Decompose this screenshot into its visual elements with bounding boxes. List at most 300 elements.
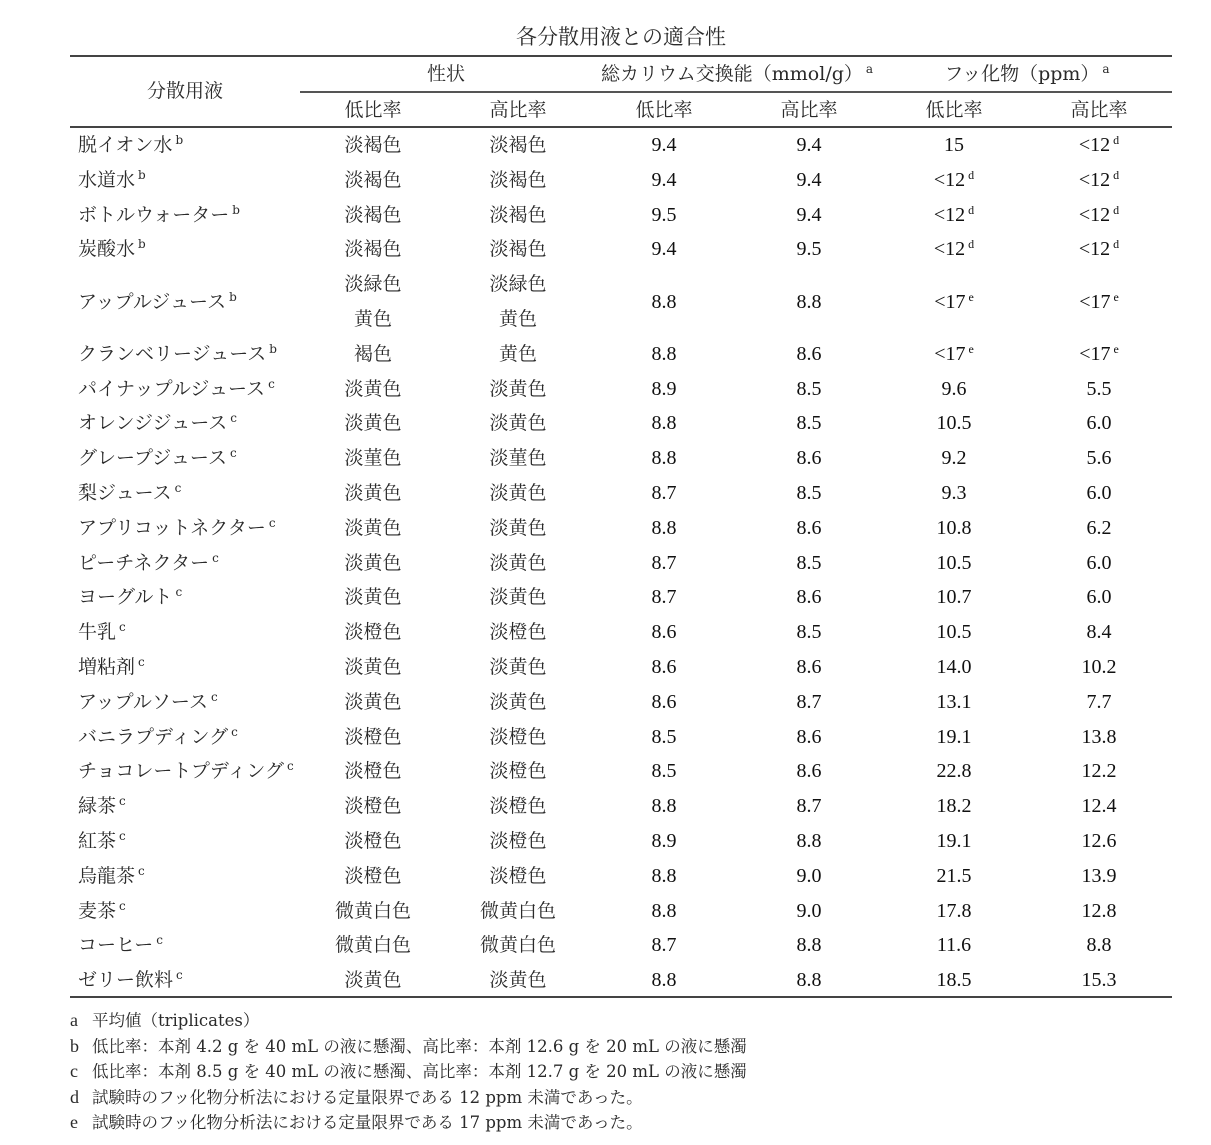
row-name: チョコレートプディング [78, 760, 284, 783]
property-line: 淡褐色 [489, 203, 547, 226]
row-name-cell [78, 650, 145, 685]
fluoride-low-cell [894, 580, 1014, 615]
property-low-cell [313, 963, 433, 998]
row-name-cell [78, 232, 146, 267]
footnote-ref: d [1113, 202, 1120, 217]
row-name-cell [78, 337, 277, 372]
table-row [70, 441, 1172, 476]
property-low-cell [313, 441, 433, 476]
property-high-cell [458, 894, 578, 929]
fluoride-high-value: 6.0 [1086, 551, 1112, 574]
footnote-ref: e [968, 289, 974, 304]
fluoride-low-value: 15 [944, 134, 964, 156]
potassium-high-cell [749, 198, 869, 233]
property-low-cell [313, 615, 433, 650]
fluoride-high-cell [1039, 267, 1159, 337]
potassium-low-cell [604, 163, 724, 198]
row-name-cell [78, 720, 238, 755]
potassium-high-cell [749, 789, 869, 824]
property-low-cell [313, 546, 433, 581]
row-name: アップルジュース [78, 290, 227, 313]
footnote-key: b [70, 1035, 79, 1056]
row-name-cell [78, 963, 183, 998]
fluoride-high-cell [1039, 128, 1159, 163]
property-line: 淡黄色 [489, 481, 547, 504]
footnote [70, 1059, 1170, 1085]
property-line: 淡黄色 [489, 655, 547, 678]
potassium-low-value: 8.8 [651, 969, 677, 992]
potassium-low-cell [604, 232, 724, 267]
property-line: 淡黄色 [489, 516, 547, 539]
potassium-low-cell [604, 128, 724, 163]
fluoride-low-cell [894, 441, 1014, 476]
property-high-cell [458, 963, 578, 998]
property-line: 淡橙色 [344, 795, 402, 818]
potassium-high-value: 8.5 [796, 481, 822, 504]
potassium-high-value: 8.6 [796, 760, 822, 783]
footnote [70, 1085, 1170, 1111]
fluoride-high-value: <17 [1079, 342, 1111, 365]
fluoride-low-cell [894, 337, 1014, 372]
row-name-cell [78, 163, 146, 198]
property-high-cell [458, 824, 578, 859]
footnote-ref: e [1113, 341, 1119, 356]
fluoride-low-cell [894, 928, 1014, 963]
property-high-cell [458, 650, 578, 685]
footnote-ref: c [119, 898, 126, 913]
row-name: パイナップルジュース [78, 377, 266, 400]
potassium-high-cell [749, 406, 869, 441]
row-name: 烏龍茶 [78, 864, 136, 887]
fluoride-high-value: 6.0 [1086, 586, 1112, 609]
potassium-high-value: 9.4 [796, 168, 822, 191]
footnote-ref: b [175, 133, 184, 147]
potassium-low-cell [604, 789, 724, 824]
row-name: 脱イオン水 [78, 134, 173, 156]
fluoride-high-cell [1039, 546, 1159, 581]
property-high-cell [458, 789, 578, 824]
table-row [70, 859, 1172, 894]
row-name: ヨーグルト [78, 586, 173, 609]
property-line: 淡橙色 [344, 829, 402, 852]
property-line: 淡橙色 [489, 725, 547, 748]
property-line: 淡橙色 [489, 760, 547, 783]
subheader-rule [300, 91, 1172, 93]
fluoride-low-value: <17 [934, 342, 966, 365]
potassium-low-cell [604, 406, 724, 441]
fluoride-low-cell [894, 198, 1014, 233]
footnote-ref: c [175, 585, 183, 600]
row-name-cell [78, 406, 237, 441]
row-name-cell [78, 128, 183, 163]
top-rule [70, 55, 1172, 57]
footnotes [70, 1008, 1170, 1136]
potassium-high-cell [749, 372, 869, 407]
potassium-high-value: 9.4 [796, 203, 822, 226]
property-line: 淡菫色 [344, 447, 402, 470]
property-high-cell [458, 511, 578, 546]
table-row [70, 615, 1172, 650]
fluoride-high-cell [1039, 894, 1159, 929]
footnote-ref: d [968, 167, 975, 182]
potassium-high-value: 8.6 [796, 586, 822, 609]
fluoride-high-cell [1039, 580, 1159, 615]
fluoride-low-value: <12 [933, 168, 966, 191]
fluoride-high-cell [1039, 406, 1159, 441]
potassium-high-value: 8.5 [796, 412, 822, 435]
property-line: 淡緑色 [344, 273, 402, 296]
potassium-low-cell [604, 650, 724, 685]
fluoride-high-cell [1039, 615, 1159, 650]
potassium-high-value: 8.5 [796, 551, 822, 574]
property-low-cell [313, 163, 433, 198]
potassium-low-cell [604, 615, 724, 650]
row-name-cell [78, 546, 219, 581]
fluoride-low-cell [894, 232, 1014, 267]
potassium-low-cell [604, 824, 724, 859]
row-name: 緑茶 [78, 795, 117, 818]
potassium-low-cell [604, 754, 724, 789]
fluoride-low-cell [894, 546, 1014, 581]
fluoride-low-cell [894, 859, 1014, 894]
fluoride-low-value: 10.5 [936, 412, 972, 435]
property-line: 淡黄色 [344, 551, 402, 574]
property-high-cell [458, 859, 578, 894]
potassium-high-cell [749, 859, 869, 894]
property-line: 淡橙色 [344, 725, 402, 748]
property-line: 淡褐色 [344, 238, 402, 261]
footnote-ref: c [231, 724, 238, 739]
property-high-cell [458, 406, 578, 441]
row-name: 増粘剤 [78, 655, 136, 678]
property-high-cell [458, 754, 578, 789]
property-line: 微黄白色 [334, 934, 411, 957]
footnote-ref: d [1113, 167, 1120, 182]
footnote-ref: c [268, 376, 275, 391]
fluoride-low-value: 19.1 [936, 829, 972, 852]
fluoride-low-value: 9.6 [941, 377, 967, 400]
property-low-cell [313, 580, 433, 615]
footnote-ref: c [138, 863, 145, 878]
potassium-high-value: 9.0 [796, 864, 822, 887]
property-line: 淡橙色 [344, 760, 402, 783]
potassium-low-value: 9.4 [651, 238, 677, 261]
property-low-cell [313, 372, 433, 407]
footnote-ref: b [269, 341, 277, 356]
row-name-cell [78, 511, 276, 546]
property-line: 淡黄色 [489, 690, 547, 713]
potassium-high-value: 8.7 [796, 690, 822, 713]
table-row [70, 406, 1172, 441]
footnote-ref: c [212, 550, 219, 565]
potassium-high-value: 8.6 [796, 516, 822, 539]
footnote-ref: d [1113, 237, 1120, 252]
property-line: 淡菫色 [489, 447, 547, 470]
fluoride-high-cell [1039, 337, 1159, 372]
property-high-cell [458, 580, 578, 615]
potassium-low-value: 8.7 [651, 481, 677, 504]
fluoride-low-value: 21.5 [936, 864, 972, 887]
row-name-cell [78, 580, 182, 615]
potassium-low-cell [604, 546, 724, 581]
footnote-key: a [70, 1010, 78, 1030]
fluoride-high-value: 12.2 [1081, 760, 1117, 783]
table-row [70, 789, 1172, 824]
potassium-high-cell [749, 580, 869, 615]
fluoride-high-value: <17 [1079, 290, 1111, 313]
table-row [70, 198, 1172, 233]
potassium-high-value: 8.6 [796, 725, 822, 748]
footnote [70, 1034, 1170, 1060]
table-row [70, 963, 1172, 998]
table-row [70, 163, 1172, 198]
row-name-cell [78, 789, 126, 824]
potassium-high-cell [749, 720, 869, 755]
property-low-cell [313, 128, 433, 163]
potassium-low-cell [604, 441, 724, 476]
potassium-low-value: 8.6 [651, 621, 677, 644]
table-row [70, 720, 1172, 755]
potassium-low-cell [604, 685, 724, 720]
potassium-high-cell [749, 337, 869, 372]
row-name: バニラプディング [78, 725, 229, 748]
potassium-low-cell [604, 372, 724, 407]
header-property-low: 低比率 [344, 99, 402, 121]
property-line: 淡黄色 [489, 377, 547, 400]
fluoride-high-cell [1039, 198, 1159, 233]
fluoride-low-value: 14.0 [936, 655, 972, 678]
fluoride-low-cell [894, 650, 1014, 685]
fluoride-low-cell [894, 754, 1014, 789]
footnote-ref: d [968, 202, 975, 217]
fluoride-high-value: <12 [1078, 203, 1111, 226]
table-row [70, 546, 1172, 581]
header-fluoride-high: 高比率 [1070, 99, 1128, 121]
property-low-cell [313, 406, 433, 441]
footnote-ref: c [119, 620, 126, 635]
fluoride-low-value: 19.1 [936, 725, 972, 748]
potassium-low-value: 8.7 [651, 934, 677, 957]
property-low-cell [313, 824, 433, 859]
potassium-high-cell [749, 476, 869, 511]
property-line: 淡黄色 [344, 655, 402, 678]
potassium-low-value: 8.5 [651, 760, 677, 783]
property-low-cell [313, 650, 433, 685]
footnote-ref: c [210, 689, 218, 704]
potassium-high-cell [749, 546, 869, 581]
potassium-low-value: 8.7 [651, 586, 677, 609]
property-low-cell [313, 198, 433, 233]
potassium-high-cell [749, 754, 869, 789]
row-name-cell [78, 372, 275, 407]
footnote-text: 試験時のフッ化物分析法における定量限界である 17 ppm 未満であった。 [92, 1113, 643, 1132]
row-name: ゼリー飲料 [78, 969, 174, 992]
property-line: 淡黄色 [489, 969, 547, 992]
fluoride-low-value: 22.8 [936, 760, 972, 783]
potassium-high-value: 8.8 [796, 934, 822, 957]
row-name: グレープジュース [78, 447, 227, 470]
property-line: 淡黄色 [344, 481, 402, 504]
footnote-text: 低比率：本剤 4.2 g を 40 mL の液に懸濁、高比率：本剤 12.6 g を 20 mL の液に懸濁 [92, 1036, 747, 1056]
row-name: オレンジジュース [78, 412, 228, 435]
row-name: 梨ジュース [78, 481, 172, 504]
fluoride-low-cell [894, 511, 1014, 546]
footnote-key: e [70, 1112, 78, 1132]
potassium-high-value: 8.6 [796, 655, 822, 678]
footnote-key: d [70, 1086, 79, 1107]
fluoride-low-cell [894, 476, 1014, 511]
row-name: クランベリージュース [78, 342, 267, 365]
potassium-low-value: 8.8 [651, 342, 677, 365]
potassium-low-value: 9.4 [651, 168, 677, 191]
table-row [70, 894, 1172, 929]
property-line: 淡褐色 [344, 203, 402, 226]
property-line: 淡橙色 [344, 621, 402, 644]
row-name-cell [78, 198, 240, 233]
fluoride-low-cell [894, 720, 1014, 755]
potassium-low-value: 8.8 [651, 290, 677, 313]
footnote-key: c [70, 1061, 78, 1081]
potassium-low-cell [604, 267, 724, 337]
property-line: 淡黄色 [489, 412, 547, 435]
fluoride-high-value: 8.8 [1086, 934, 1112, 957]
header-property-high: 高比率 [489, 99, 547, 121]
fluoride-low-value: 10.8 [936, 516, 972, 539]
fluoride-high-value: <12 [1078, 238, 1111, 261]
footnote-ref: b [229, 289, 237, 304]
potassium-low-cell [604, 337, 724, 372]
table-row [70, 511, 1172, 546]
property-high-cell [458, 441, 578, 476]
footnote-ref: b [232, 202, 240, 217]
property-line: 淡褐色 [344, 134, 402, 156]
potassium-low-value: 8.9 [651, 829, 677, 852]
header-group-fluoride [882, 59, 1172, 89]
property-line: 淡橙色 [344, 864, 402, 887]
property-line: 淡褐色 [489, 238, 547, 261]
table-row [70, 824, 1172, 859]
fluoride-high-cell [1039, 511, 1159, 546]
header-potassium-high: 高比率 [780, 99, 838, 121]
footnote-ref: b [138, 167, 146, 182]
fluoride-high-value: 5.5 [1086, 377, 1112, 400]
header-dispersion-liquid: 分散用液 [146, 80, 223, 102]
footnote-ref: a [1102, 62, 1110, 76]
fluoride-low-value: 17.8 [936, 899, 972, 922]
row-name: ピーチネクター [78, 551, 210, 574]
table-body [70, 128, 1172, 998]
table-row [70, 650, 1172, 685]
fluoride-low-cell [894, 128, 1014, 163]
property-high-cell [458, 337, 578, 372]
potassium-low-cell [604, 963, 724, 998]
property-line: 淡褐色 [344, 168, 402, 191]
potassium-high-value: 8.6 [796, 342, 822, 365]
fluoride-high-cell [1039, 372, 1159, 407]
row-name-cell [78, 859, 145, 894]
property-line: 黄色 [498, 342, 537, 365]
fluoride-high-cell [1039, 163, 1159, 198]
footnote-ref: c [268, 515, 276, 530]
potassium-high-cell [749, 650, 869, 685]
fluoride-low-value: 9.2 [941, 447, 967, 470]
fluoride-high-cell [1039, 441, 1159, 476]
table-title: 各分散用液との適合性 [516, 25, 726, 49]
fluoride-low-cell [894, 894, 1014, 929]
potassium-high-value: 8.8 [796, 829, 822, 852]
table-row [70, 928, 1172, 963]
fluoride-high-value: <12 [1078, 168, 1111, 191]
footnote-text: 平均値（triplicates） [92, 1011, 260, 1030]
fluoride-low-value: 18.5 [936, 969, 972, 992]
row-name-cell [78, 754, 294, 789]
header-group-potassium [592, 59, 882, 89]
potassium-high-value: 8.8 [796, 969, 822, 992]
property-line: 淡褐色 [489, 134, 547, 156]
fluoride-low-cell [894, 372, 1014, 407]
potassium-high-value: 8.5 [796, 621, 822, 644]
potassium-high-cell [749, 894, 869, 929]
fluoride-low-cell [894, 267, 1014, 337]
property-line: 黄色 [353, 307, 392, 330]
fluoride-low-cell [894, 163, 1014, 198]
property-line: 淡黄色 [489, 551, 547, 574]
row-name: アップルソース [78, 690, 208, 713]
header-potassium-low: 低比率 [635, 99, 693, 121]
fluoride-low-value: 18.2 [936, 795, 972, 818]
potassium-high-cell [749, 685, 869, 720]
potassium-low-cell [604, 476, 724, 511]
fluoride-low-value: <17 [934, 290, 966, 313]
potassium-high-cell [749, 232, 869, 267]
fluoride-high-value: 6.2 [1086, 516, 1112, 539]
fluoride-high-value: 5.6 [1086, 447, 1112, 470]
property-high-cell [458, 128, 578, 163]
property-low-cell [313, 720, 433, 755]
fluoride-high-cell [1039, 824, 1159, 859]
footnote-text: 低比率：本剤 8.5 g を 40 mL の液に懸濁、高比率：本剤 12.7 g を 20 mL の液に懸濁 [92, 1062, 747, 1081]
property-line: 微黄白色 [334, 899, 411, 922]
potassium-low-cell [604, 859, 724, 894]
fluoride-low-cell [894, 824, 1014, 859]
potassium-high-cell [749, 163, 869, 198]
potassium-low-cell [604, 511, 724, 546]
table-row [70, 476, 1172, 511]
potassium-high-cell [749, 441, 869, 476]
potassium-high-cell [749, 615, 869, 650]
fluoride-high-value: 7.7 [1086, 690, 1112, 713]
row-name-cell [78, 615, 126, 650]
potassium-low-cell [604, 580, 724, 615]
property-line: 微黄白色 [479, 934, 556, 957]
property-high-cell [458, 267, 578, 337]
potassium-high-cell [749, 928, 869, 963]
property-high-cell [458, 546, 578, 581]
fluoride-high-cell [1039, 650, 1159, 685]
property-high-cell [458, 685, 578, 720]
property-low-cell [313, 754, 433, 789]
potassium-high-cell [749, 824, 869, 859]
fluoride-low-value: 10.5 [936, 551, 972, 574]
property-line: 黄色 [498, 307, 537, 330]
potassium-low-value: 9.5 [651, 203, 677, 226]
fluoride-high-cell [1039, 232, 1159, 267]
potassium-high-cell [749, 267, 869, 337]
potassium-low-value: 8.6 [651, 655, 677, 678]
property-line: 淡橙色 [489, 829, 547, 852]
table-row [70, 580, 1172, 615]
fluoride-high-cell [1039, 859, 1159, 894]
